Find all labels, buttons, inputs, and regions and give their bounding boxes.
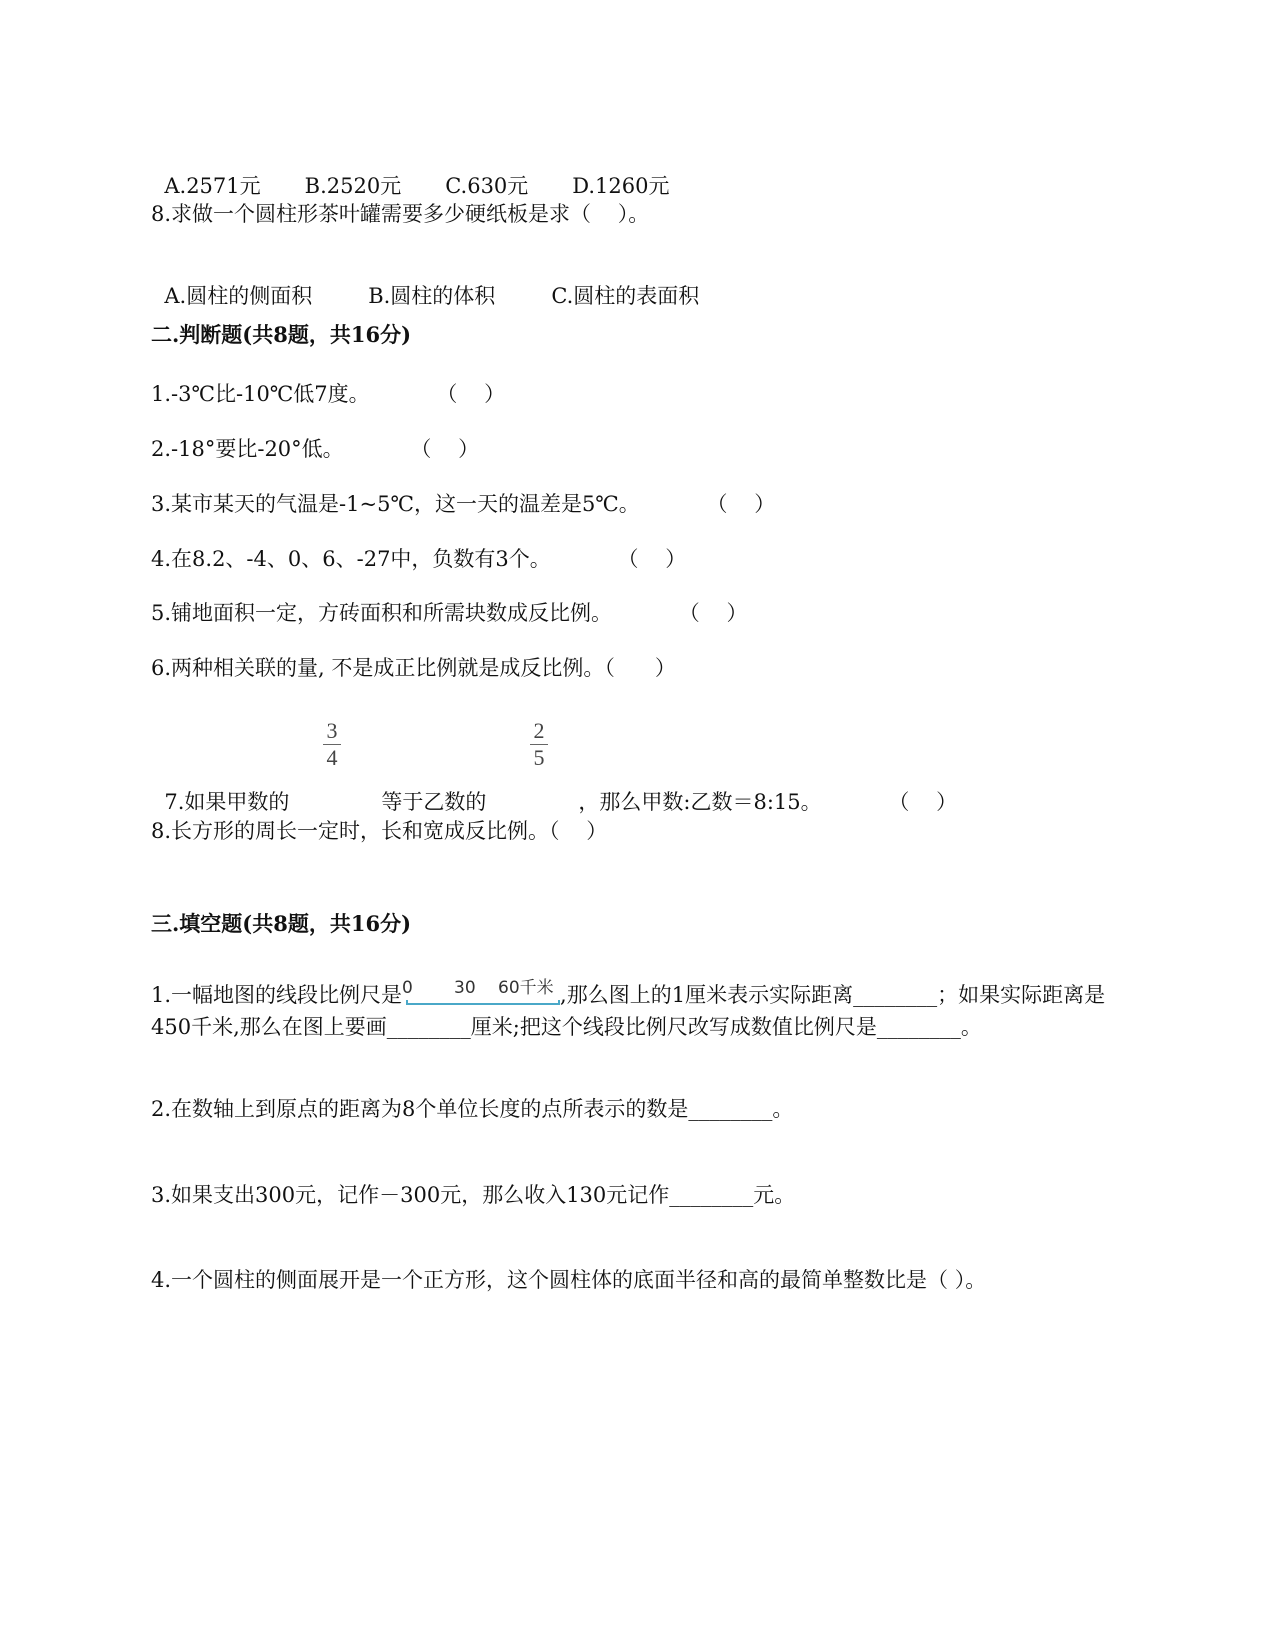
judge-item-3: 3.某市某天的气温是-1~5℃，这一天的温差是5℃。 （ ） xyxy=(151,492,776,516)
q7-options-row xyxy=(151,146,670,200)
item7-part1: 7.如果甲数的 xyxy=(164,790,290,814)
item7-part3: ，那么甲数:乙数＝8:15。 （ ） xyxy=(578,790,958,814)
judge-item-1: 1.-3℃比-10℃低7度。 （ ） xyxy=(151,382,506,406)
option-b: B.2520元 xyxy=(304,174,402,198)
fill-item-3: 3.如果支出300元，记作－300元，那么收入130元记作________元。 xyxy=(151,1183,796,1207)
option-c: C.630元 xyxy=(445,174,529,198)
fraction-denominator: 5 xyxy=(533,745,545,770)
judge-item-6: 6.两种相关联的量, 不是成正比例就是成反比例。（ ） xyxy=(151,656,676,680)
judge-item-8: 8.长方形的周长一定时，长和宽成反比例。（ ） xyxy=(151,819,608,843)
fraction-denominator: 4 xyxy=(326,745,338,770)
fraction-numerator: 2 xyxy=(533,718,545,743)
fill-item-1-before: 1.一幅地图的线段比例尺是 xyxy=(151,983,403,1007)
section3-title: 三.填空题(共8题，共16分) xyxy=(151,911,412,936)
scale-bar xyxy=(406,1000,560,1005)
scale-label-30: 30 xyxy=(454,978,476,998)
judge-item-5: 5.铺地面积一定，方砖面积和所需块数成反比例。 （ ） xyxy=(151,601,748,625)
judge-item-4: 4.在8.2、-4、0、6、-27中，负数有3个。 （ ） xyxy=(151,547,687,571)
judge-item-2: 2.-18°要比-20°低。 （ ） xyxy=(151,437,480,461)
line-segment-scale-image xyxy=(402,976,560,1006)
fill-item-2: 2.在数轴上到原点的距离为8个单位长度的点所表示的数是________。 xyxy=(151,1097,794,1121)
fill-item-1-after: ,那么图上的1厘米表示实际距离________；如果实际距离是450千米,那么在图上要画________厘米;把这个线段比例尺改写成数值比例尺是________。 xyxy=(151,983,1106,1039)
option-a: A.2571元 xyxy=(164,174,261,198)
fraction-two-fifths xyxy=(527,718,551,771)
option-a: A.圆柱的侧面积 xyxy=(164,284,313,308)
fraction-three-quarters xyxy=(320,718,344,771)
fraction-numerator: 3 xyxy=(326,718,338,743)
q8-options-row xyxy=(151,256,699,310)
fill-item-4: 4.一个圆柱的侧面展开是一个正方形，这个圆柱体的底面半径和高的最简单整数比是（ ）。 xyxy=(151,1268,987,1292)
judge-item-7 xyxy=(151,762,957,816)
option-d: D.1260元 xyxy=(572,174,670,198)
section2-title: 二.判断题(共8题，共16分) xyxy=(151,322,412,347)
scale-label-60km: 60千米 xyxy=(498,978,554,998)
option-b: B.圆柱的体积 xyxy=(368,284,496,308)
option-c: C.圆柱的表面积 xyxy=(551,284,700,308)
fill-item-1 xyxy=(151,976,1111,1043)
item7-part2: 等于乙数的 xyxy=(381,790,487,814)
q8-stem: 8.求做一个圆柱形茶叶罐需要多少硬纸板是求（ ）。 xyxy=(151,202,650,226)
scale-label-0: 0 xyxy=(402,978,413,998)
